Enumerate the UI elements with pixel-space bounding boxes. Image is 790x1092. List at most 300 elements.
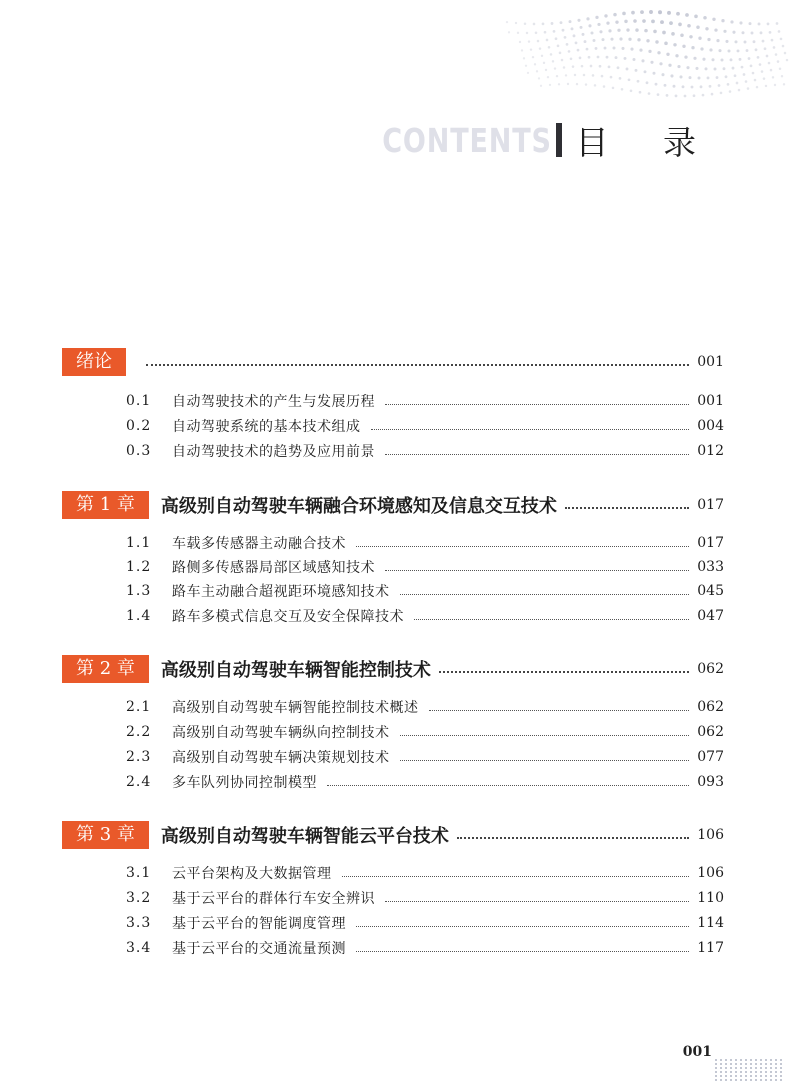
- decor-dot: [615, 56, 618, 59]
- section-title: 高级别自动驾驶车辆决策规划技术: [172, 750, 390, 766]
- decor-dot: [532, 56, 534, 58]
- decor-dot: [735, 1079, 737, 1081]
- decor-dot: [755, 1059, 757, 1061]
- section-page-number: 004: [697, 418, 724, 434]
- decor-dot: [709, 85, 712, 88]
- decor-dot: [736, 82, 739, 85]
- decor-dot: [732, 31, 735, 34]
- decor-dot: [642, 19, 646, 23]
- section-page-number: 062: [697, 724, 724, 740]
- section-title: 高级别自动驾驶车辆纵向控制技术: [172, 725, 390, 741]
- dot-leader: [429, 710, 690, 711]
- decor-dot: [745, 80, 748, 83]
- decor-dot: [721, 19, 724, 22]
- decor-dot: [693, 94, 696, 97]
- decor-dot: [676, 12, 680, 16]
- decor-dot: [734, 74, 737, 77]
- decor-dot: [523, 57, 525, 59]
- section-page-number: 093: [697, 774, 724, 790]
- decor-dot: [700, 85, 703, 88]
- decor-dot: [730, 58, 733, 61]
- dot-leader: [146, 364, 689, 366]
- section-title: 基于云平台的群体行车安全辨识: [172, 891, 375, 907]
- decor-dot: [536, 70, 538, 72]
- section-title: 路车多模式信息交互及安全保障技术: [172, 609, 404, 625]
- section-row[interactable]: [126, 556, 724, 578]
- decor-dot: [678, 23, 682, 27]
- decor-dot: [760, 1063, 762, 1065]
- section-row[interactable]: [126, 390, 724, 412]
- decor-dot: [585, 83, 587, 85]
- decor-dot: [757, 56, 760, 59]
- decor-dot: [562, 29, 565, 32]
- decor-dot: [521, 49, 523, 51]
- decor-dot: [750, 1075, 752, 1077]
- decor-dot: [725, 1063, 727, 1065]
- decor-dot: [597, 56, 600, 59]
- decor-dot: [750, 1059, 752, 1061]
- decor-dot: [610, 38, 613, 41]
- decor-dot: [714, 68, 717, 71]
- section-row[interactable]: [126, 532, 724, 554]
- page-title: 目 录: [575, 122, 718, 162]
- decor-dot: [566, 43, 569, 46]
- decor-dot: [780, 1075, 782, 1077]
- decor-dot: [559, 52, 562, 55]
- decor-dot: [765, 1059, 767, 1061]
- decor-dot: [632, 58, 635, 61]
- decor-dot: [739, 58, 742, 61]
- decor-dot: [718, 49, 721, 52]
- decor-dot: [703, 16, 707, 20]
- decor-dot: [565, 74, 567, 76]
- decor-dot: [744, 41, 747, 44]
- decor-dot: [686, 66, 689, 69]
- decor-dot: [646, 39, 649, 42]
- decor-dot: [720, 1067, 722, 1069]
- toc-header: [345, 116, 718, 164]
- decor-dot: [770, 69, 773, 72]
- decor-dot: [716, 39, 719, 42]
- decor-dot: [763, 77, 766, 80]
- section-title: 高级别自动驾驶车辆智能控制技术概述: [172, 700, 419, 716]
- decor-dot: [775, 1079, 777, 1081]
- section-row[interactable]: [126, 862, 724, 884]
- decor-dot: [730, 1067, 732, 1069]
- section-row[interactable]: [126, 440, 724, 462]
- decor-dot: [770, 1059, 772, 1061]
- section-page-number: 117: [697, 940, 724, 956]
- decor-dot: [766, 55, 769, 58]
- decor-dot: [557, 45, 560, 48]
- decor-dot: [700, 47, 703, 50]
- section-row[interactable]: [126, 721, 724, 743]
- decor-dot: [741, 31, 744, 34]
- decor-dot: [641, 59, 644, 62]
- decor-dot: [765, 1067, 767, 1069]
- section-number: 2.2: [126, 724, 152, 740]
- decor-dot: [760, 1079, 762, 1081]
- dot-grid-decoration: [710, 1052, 790, 1092]
- decor-dot: [755, 1071, 757, 1073]
- decor-dot: [563, 66, 566, 69]
- decor-dot: [550, 53, 553, 56]
- dot-leader: [356, 546, 689, 547]
- decor-dot: [771, 39, 774, 42]
- decor-dot: [564, 36, 567, 39]
- decor-dot: [720, 1063, 722, 1065]
- dot-leader: [565, 507, 689, 509]
- decor-dot: [657, 51, 660, 54]
- decor-dot: [730, 1079, 732, 1081]
- decor-dot: [540, 85, 542, 87]
- decor-dot: [740, 1059, 742, 1061]
- section-page-number: 110: [697, 890, 724, 906]
- dot-leader: [356, 951, 689, 952]
- decor-dot: [755, 1075, 757, 1077]
- decor-dot: [579, 57, 582, 60]
- chapter-page-number: 062: [697, 661, 724, 677]
- section-row[interactable]: [126, 887, 724, 909]
- decor-dot: [735, 1063, 737, 1065]
- decor-dot: [648, 92, 651, 95]
- decor-dot: [608, 65, 611, 68]
- decor-dot: [770, 1075, 772, 1077]
- decor-dot: [756, 86, 759, 89]
- decor-dot: [755, 1079, 757, 1081]
- section-row[interactable]: [126, 605, 724, 627]
- decor-dot: [765, 1071, 767, 1073]
- decor-dot: [628, 38, 631, 41]
- decor-dot: [568, 50, 571, 53]
- decor-dot: [590, 31, 593, 34]
- decor-dot: [775, 1075, 777, 1077]
- decor-dot: [779, 67, 782, 70]
- decor-dot: [666, 53, 669, 56]
- section-number: 0.2: [126, 418, 152, 434]
- section-title: 车载多传感器主动融合技术: [172, 536, 346, 552]
- decor-dot: [738, 89, 741, 92]
- chapter-row-0[interactable]: [62, 348, 724, 376]
- section-number: 2.3: [126, 749, 152, 765]
- dot-leader: [385, 404, 689, 405]
- decor-dot: [682, 45, 685, 48]
- decor-dot: [715, 1067, 717, 1069]
- decor-dot: [750, 1063, 752, 1065]
- section-title: 自动驾驶系统的基本技术组成: [172, 419, 361, 435]
- section-row[interactable]: [126, 415, 724, 437]
- decor-dot: [778, 30, 781, 33]
- decor-dot: [660, 20, 664, 24]
- decor-dot: [644, 29, 648, 33]
- decor-dot: [696, 26, 699, 29]
- decor-dot: [775, 53, 778, 56]
- section-title: 路侧多传感器局部区域感知技术: [172, 560, 375, 576]
- decor-dot: [775, 1071, 777, 1073]
- decor-dot: [714, 28, 717, 31]
- decor-dot: [556, 75, 558, 77]
- decor-dot: [749, 22, 752, 25]
- decor-dot: [725, 40, 728, 43]
- decor-dot: [603, 85, 606, 88]
- decor-dot: [601, 75, 604, 78]
- section-row[interactable]: [126, 580, 724, 602]
- decor-dot: [650, 61, 653, 64]
- decor-dot: [745, 1067, 747, 1069]
- decor-dot: [594, 84, 597, 87]
- decor-dot: [548, 46, 551, 49]
- section-title: 自动驾驶技术的趋势及应用前景: [172, 444, 375, 460]
- decor-dot: [751, 32, 754, 35]
- decor-dot: [725, 1079, 727, 1081]
- decor-dot: [777, 60, 780, 63]
- decor-dot: [640, 10, 644, 14]
- decor-dot: [583, 74, 586, 77]
- decor-dot: [730, 1059, 732, 1061]
- decor-dot: [774, 84, 776, 86]
- decor-dot: [720, 1075, 722, 1077]
- decor-dot: [765, 1063, 767, 1065]
- decor-dot: [675, 94, 678, 97]
- decor-dot: [689, 76, 692, 79]
- decor-dot: [727, 83, 730, 86]
- decor-dot: [573, 34, 576, 37]
- decor-dot: [723, 30, 726, 33]
- section-page-number: 017: [697, 535, 724, 551]
- decor-dot: [588, 24, 591, 27]
- decor-dot: [732, 67, 735, 70]
- decor-dot: [765, 1075, 767, 1077]
- dot-leader: [400, 594, 690, 595]
- decor-dot: [515, 22, 517, 24]
- decor-dot: [657, 93, 660, 96]
- decor-dot: [560, 21, 563, 24]
- dot-leader: [400, 735, 690, 736]
- decor-dot: [545, 69, 547, 71]
- section-row[interactable]: [126, 696, 724, 718]
- section-row[interactable]: [126, 937, 724, 959]
- decor-dot: [661, 73, 664, 76]
- decor-dot: [526, 32, 528, 34]
- section-title: 自动驾驶技术的产生与发展历程: [172, 394, 375, 410]
- decor-dot: [730, 1075, 732, 1077]
- decor-dot: [704, 67, 707, 70]
- decor-dot: [673, 85, 676, 88]
- decor-dot: [729, 90, 732, 93]
- decor-dot: [617, 29, 620, 32]
- decor-dot: [608, 29, 611, 32]
- decor-dot: [601, 38, 604, 41]
- decor-dot: [721, 58, 724, 61]
- decor-dot: [725, 1067, 727, 1069]
- decor-dot: [720, 1071, 722, 1073]
- decor-dot: [569, 20, 572, 23]
- section-page-number: 114: [697, 915, 724, 931]
- decor-dot: [740, 1063, 742, 1065]
- decor-dot: [633, 19, 637, 23]
- dot-leader: [327, 785, 689, 786]
- decor-dot: [730, 1071, 732, 1073]
- decor-dot: [734, 40, 737, 43]
- decor-dot: [551, 22, 554, 25]
- dot-leader: [371, 429, 690, 430]
- decor-dot: [745, 1059, 747, 1061]
- dot-leader: [439, 671, 689, 673]
- chapter-row-1[interactable]: [62, 491, 724, 519]
- decor-dot: [626, 28, 629, 31]
- decor-dot: [525, 65, 527, 67]
- section-row[interactable]: [126, 746, 724, 768]
- decor-dot: [621, 88, 624, 91]
- decor-dot: [725, 1075, 727, 1077]
- decor-dot: [752, 72, 755, 75]
- decor-dot: [639, 91, 642, 94]
- decor-dot: [626, 68, 629, 71]
- decor-dot: [619, 77, 622, 80]
- decor-dot: [767, 23, 770, 26]
- decor-dot: [553, 30, 556, 33]
- chapter-title: 高级别自动驾驶车辆智能云平台技术: [160, 826, 449, 847]
- decor-dot: [539, 47, 542, 50]
- decor-dot: [567, 83, 569, 85]
- section-page-number: 077: [697, 749, 724, 765]
- decor-dot: [673, 43, 676, 46]
- decor-dot: [775, 1063, 777, 1065]
- decor-dot: [613, 47, 616, 50]
- decor-dot: [740, 1079, 742, 1081]
- decor-dot: [630, 48, 633, 51]
- decor-dot: [684, 95, 687, 98]
- section-title: 基于云平台的智能调度管理: [172, 916, 346, 932]
- decor-dot: [780, 1079, 782, 1081]
- decor-dot: [542, 23, 545, 26]
- decor-dot: [761, 70, 764, 73]
- decor-dot: [769, 31, 772, 34]
- decor-dot: [671, 32, 675, 36]
- decor-dot: [524, 22, 527, 25]
- decor-dot: [552, 60, 554, 62]
- decor-dot: [689, 35, 692, 38]
- decor-dot: [658, 10, 662, 14]
- decor-dot: [586, 17, 589, 20]
- section-number: 3.3: [126, 915, 152, 931]
- decor-dot: [615, 20, 618, 23]
- decor-dot: [519, 41, 521, 43]
- decor-dot: [577, 49, 580, 52]
- decor-dot: [574, 74, 576, 76]
- section-number: 2.4: [126, 774, 152, 790]
- chapter-badge: 第 3 章: [62, 821, 149, 849]
- decor-dot: [588, 56, 591, 59]
- chapter-row-3[interactable]: [62, 821, 724, 849]
- decor-dot: [750, 1067, 752, 1069]
- decor-dot: [758, 23, 761, 26]
- decor-dot: [669, 21, 673, 25]
- dot-wave-decoration: [460, 0, 790, 130]
- decor-dot: [772, 76, 774, 78]
- decor-dot: [718, 84, 721, 87]
- decor-dot: [668, 64, 671, 67]
- decor-dot: [584, 40, 587, 43]
- decor-dot: [655, 83, 658, 86]
- chapter-title: 高级别自动驾驶车辆智能控制技术: [160, 660, 431, 681]
- decor-dot: [597, 23, 600, 26]
- section-page-number: 001: [697, 393, 724, 409]
- decor-dot: [782, 45, 785, 48]
- chapter-row-2[interactable]: [62, 655, 724, 683]
- decor-dot: [624, 20, 627, 23]
- decor-dot: [537, 40, 540, 43]
- decor-dot: [664, 84, 667, 87]
- decor-dot: [730, 20, 733, 23]
- section-number: 1.3: [126, 583, 152, 599]
- decor-dot: [538, 77, 540, 79]
- decor-dot: [745, 1079, 747, 1081]
- decor-dot: [780, 1071, 782, 1073]
- decor-dot: [685, 13, 689, 17]
- section-number: 3.4: [126, 940, 152, 956]
- section-number: 2.1: [126, 699, 152, 715]
- decor-dot: [662, 31, 666, 35]
- decor-dot: [506, 21, 508, 23]
- decor-dot: [530, 48, 532, 50]
- decor-dot: [593, 39, 596, 42]
- decor-dot: [702, 94, 705, 97]
- decor-dot: [612, 87, 615, 90]
- decor-dot: [723, 67, 726, 70]
- decor-dot: [745, 1063, 747, 1065]
- decor-dot: [750, 1071, 752, 1073]
- footer-page-number: 001: [682, 1044, 712, 1060]
- decor-dot: [740, 1067, 742, 1069]
- chapter-page-number: 106: [697, 827, 724, 843]
- decor-dot: [698, 37, 701, 40]
- decor-dot: [624, 57, 627, 60]
- section-page-number: 047: [697, 608, 724, 624]
- decor-dot: [547, 76, 549, 78]
- chapter-badge: 第 2 章: [62, 655, 149, 683]
- decor-dot: [764, 47, 767, 50]
- decor-dot: [684, 56, 687, 59]
- section-row[interactable]: [126, 771, 724, 793]
- decor-dot: [576, 83, 578, 85]
- decor-dot: [619, 37, 622, 40]
- decor-dot: [768, 62, 771, 65]
- decor-dot: [575, 41, 578, 44]
- decor-dot: [691, 46, 694, 49]
- decor-dot: [783, 83, 785, 85]
- decor-dot: [637, 80, 640, 83]
- decor-dot: [582, 33, 585, 36]
- decor-dot: [727, 49, 730, 52]
- decor-dot: [737, 49, 740, 52]
- decor-dot: [617, 66, 620, 69]
- decor-dot: [698, 76, 701, 79]
- dot-leader: [400, 760, 690, 761]
- decor-dot: [554, 67, 556, 69]
- decor-dot: [770, 1071, 772, 1073]
- decor-dot: [644, 70, 647, 73]
- decor-dot: [712, 18, 715, 21]
- section-row[interactable]: [126, 912, 724, 934]
- decor-dot: [508, 31, 510, 33]
- decor-dot: [535, 32, 538, 35]
- dot-leader: [385, 570, 689, 571]
- decor-dot: [695, 67, 698, 70]
- decor-dot: [558, 83, 560, 85]
- decor-dot: [595, 16, 598, 19]
- section-page-number: 012: [697, 443, 724, 459]
